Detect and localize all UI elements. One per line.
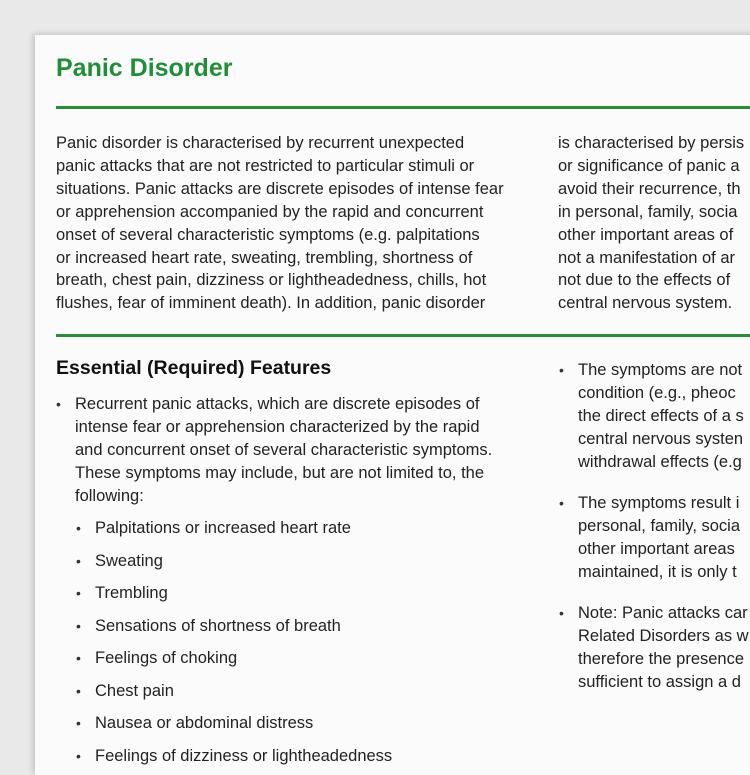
section-divider: [56, 334, 750, 337]
intro-line: or increased heart rate, sweating, trembling, shortness of: [56, 248, 473, 267]
item-line: intense fear or apprehension characterized by the rapid: [75, 418, 480, 436]
intro-line: situations. Panic attacks are discrete episodes of intense fear: [56, 179, 504, 198]
document-page: [35, 35, 750, 775]
intro-line: onset of several characteristic symptoms (e.g. palpitations: [56, 225, 480, 244]
intro-line: breath, chest pain, dizziness or lightheadedness, chills, hot: [56, 271, 487, 290]
symptom-item: • Chest pain: [95, 680, 545, 703]
intro-line: or apprehension accompanied by the rapid and concurrent: [56, 202, 484, 221]
intro-line: Panic disorder is characterised by recurrent unexpected: [56, 134, 465, 152]
item-line: maintained, it is only t: [578, 563, 737, 581]
item-line: These symptoms may include, but are not limited to, the: [75, 464, 485, 482]
intro-paragraph-left: [56, 132, 541, 315]
intro-paragraph-right: [558, 132, 750, 315]
page-title: Panic Disorder: [56, 54, 233, 82]
symptom-item: • Feelings of choking: [95, 647, 545, 670]
symptom-list: [75, 517, 545, 768]
intro-line: flushes, fear of imminent death). In addition, panic disorder: [56, 294, 486, 313]
list-item: [75, 393, 545, 768]
intro-line: avoid their recurrence, th: [558, 179, 741, 198]
intro-line: is characterised by persis: [558, 134, 745, 152]
intro-line: central nervous system.: [558, 294, 733, 313]
symptom-item: • Sweating: [95, 550, 545, 573]
essential-features-list-continued: [578, 359, 750, 712]
intro-line: other important areas of: [558, 225, 734, 244]
item-line: therefore the presence: [578, 650, 745, 668]
symptom-item: • Palpitations or increased heart rate: [95, 517, 545, 540]
item-line: • The symptoms are not: [578, 361, 743, 379]
item-line: following:: [75, 487, 144, 505]
title-divider: [56, 106, 750, 109]
item-line: other important areas: [578, 540, 735, 558]
item-line: • Note: Panic attacks car: [578, 604, 748, 622]
item-line: Related Disorders as w: [578, 627, 749, 645]
intro-line: not due to the effects of: [558, 271, 731, 290]
item-line: • Recurrent panic attacks, which are discrete episodes of: [75, 395, 480, 413]
symptom-item: • Trembling: [95, 582, 545, 605]
essential-features-list: [75, 393, 545, 775]
item-line: central nervous systen: [578, 430, 744, 448]
list-item: [578, 602, 750, 694]
list-item: [578, 492, 750, 584]
intro-line: panic attacks that are not restricted to particular stimuli or: [56, 156, 475, 175]
item-line: personal, family, socia: [578, 517, 741, 535]
item-line: • The symptoms result i: [578, 494, 740, 512]
item-line: withdrawal effects (e.g: [578, 453, 742, 471]
symptom-item: • Sensations of shortness of breath: [95, 615, 545, 638]
section-heading: Essential (Required) Features: [56, 357, 332, 379]
intro-line: or significance of panic a: [558, 156, 740, 175]
item-line: sufficient to assign a d: [578, 673, 741, 691]
item-line: and concurrent onset of several characteristic symptoms.: [75, 441, 493, 459]
list-item: [578, 359, 750, 474]
intro-line: not a manifestation of ar: [558, 248, 736, 267]
intro-line: in personal, family, socia: [558, 202, 738, 221]
item-line: the direct effects of a s: [578, 407, 744, 425]
item-line: condition (e.g., pheoc: [578, 384, 736, 402]
symptom-item: • Nausea or abdominal distress: [95, 712, 545, 735]
symptom-item: • Feelings of dizziness or lightheadedness: [95, 745, 545, 768]
